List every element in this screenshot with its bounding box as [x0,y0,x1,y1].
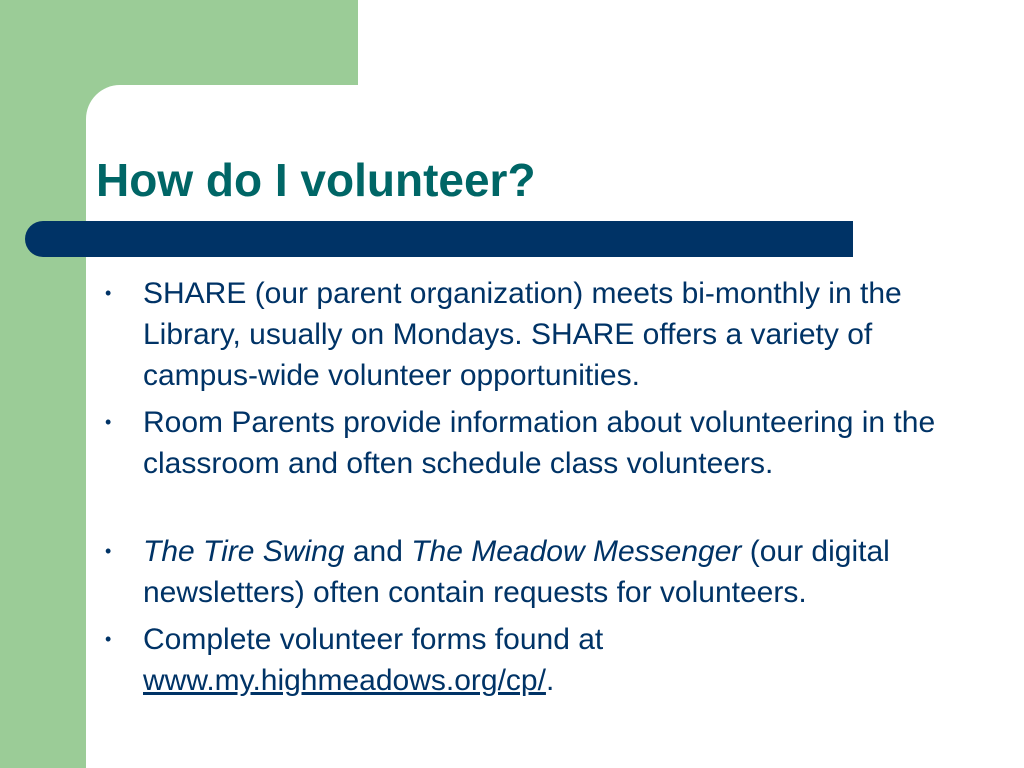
bullet-dot-icon [105,273,111,314]
bullet-item-room-parents [105,402,975,484]
bullet-period: . [545,664,555,697]
slide-title: How do I volunteer? [96,154,536,206]
bullet-item-newsletters [105,531,975,613]
bullet-item-share [105,273,975,396]
bullet-item-volunteer-forms [105,619,975,701]
title-underline-bar [25,221,853,257]
bullet-connector-text: and [344,535,412,568]
bullet-dot-icon [105,619,111,660]
bullet-list [105,273,975,707]
bullet-text: (our digital newsletters) often contain requests for volunteers. [143,535,890,609]
volunteer-forms-link[interactable]: www.my.highmeadows.org/cp/ [143,664,546,697]
newsletter-title-meadow-messenger: The Meadow Messenger [411,535,742,568]
bullet-text: SHARE (our parent organization) meets bi-monthly in the Library, usually on Mondays. SHARE offers a variety of campus-wide volunteer opportunities. [143,277,902,392]
bullet-text: Room Parents provide information about volunteering in the classroom and often schedule class volunteers. [143,406,936,480]
bullet-text: Complete volunteer forms found at [143,623,604,656]
newsletter-title-tire-swing: The Tire Swing [143,535,345,568]
bullet-dot-icon [105,531,111,572]
bullet-dot-icon [105,402,111,443]
